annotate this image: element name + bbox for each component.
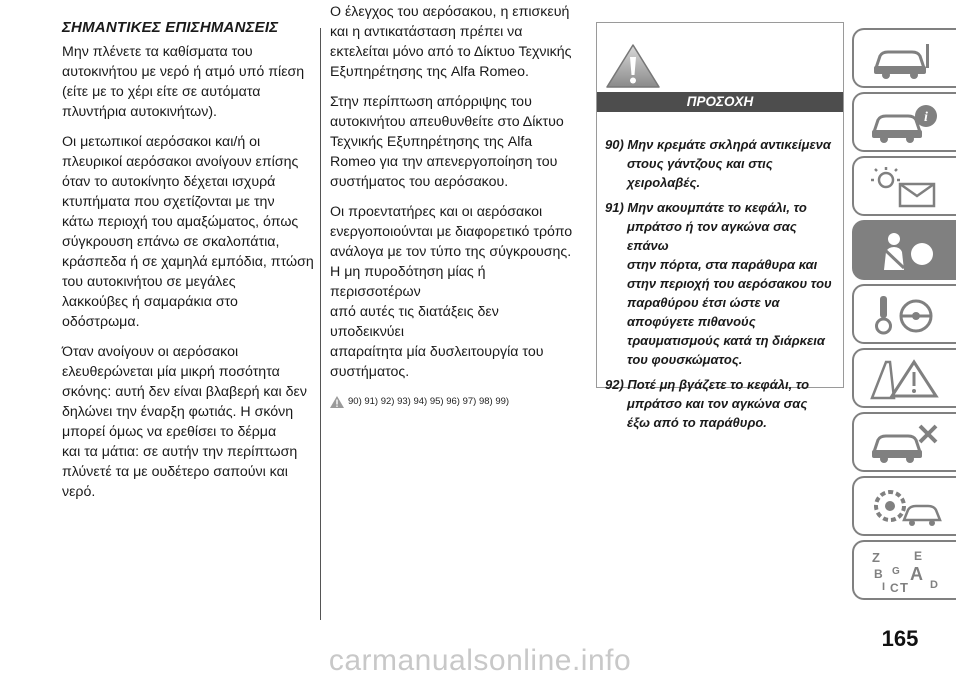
- watermark: carmanualsonline.info: [328, 644, 632, 677]
- car-info-circle-icon: [870, 102, 942, 144]
- tab-seatbelt-airbag[interactable]: [852, 220, 956, 280]
- warning-triangle-icon: [605, 43, 661, 89]
- svg-text:i: i: [924, 110, 928, 125]
- page-heading: ΣΗΜΑΝΤΙΚΕΣ ΕΠΙΣΗΜΑΝΣΕΙΣ: [62, 19, 279, 36]
- paragraph: Όταν ανοίγουν οι αερόσακοι ελευθερώνεται μία μικρή ποσότητα σκόνης: αυτή δεν είναι βλαβερή και δεν δηλώνει την έναρξη φωτιάς. Η σκόνη μπορεί όμως να ερεθίσει το δέρμα και τα μάτια: σε αυτήν την περίπτωση πλύνετέ τα με ουδέτερο σαπούνι και νερό.: [62, 344, 307, 500]
- paragraph: Οι προεντατήρες και οι αερόσακοι ενεργοποιούνται με διαφορετικό τρόπο ανάλογα με τον τύπο της σύγκρουσης. Η μη πυροδότηση μίας ή περισσοτέρων από αυτές τις διατάξεις δεν υποδεικνύει απαραίτητα μία δυσλειτουργία του συστήματος.: [330, 204, 573, 380]
- warning-item: 91) Μην ακουμπάτε το κεφάλι, το μπράτσο ή τον αγκώνα σας επάνω στην πόρτα, στα παράθυρα και στην περιοχή του αερόσακου του παραθύρου έτσι ώστε να αποφύγετε πιθανούς τραυματισμούς κατά τη διάρκεια του φουσκώματος.: [605, 200, 832, 367]
- key-steering-icon: [870, 294, 942, 336]
- warning-item: 92) Ποτέ μη βγάζετε το κεφάλι, το μπράτσο και τον αγκώνα σας έξω από το παράθυρο.: [605, 377, 810, 430]
- tab-road-emergency[interactable]: [852, 348, 956, 408]
- specs-car-icon: [870, 486, 942, 528]
- svg-text:G: G: [892, 566, 900, 577]
- warning-list: [605, 135, 841, 438]
- svg-text:E: E: [914, 550, 923, 563]
- svg-text:A: A: [910, 564, 923, 584]
- car-tools-icon: [870, 422, 942, 464]
- svg-text:T: T: [900, 580, 908, 592]
- small-warning-icon: [330, 396, 344, 408]
- left-column: [62, 42, 314, 512]
- tab-key-steering[interactable]: [852, 284, 956, 344]
- column-divider: [320, 28, 321, 620]
- svg-text:B: B: [874, 567, 883, 581]
- tab-car-info[interactable]: [852, 28, 956, 88]
- svg-text:C: C: [890, 581, 899, 592]
- tab-alphabet-index[interactable]: [852, 540, 956, 600]
- tab-warning-lights[interactable]: [852, 156, 956, 216]
- svg-text:D: D: [930, 579, 938, 591]
- paragraph: Στην περίπτωση απόρριψης του αυτοκινήτου απευθυνθείτε στο Δίκτυο Τεχνικής Εξυπηρέτησης της Alfa Romeo για την απενεργοποίηση του συστήματος του αερόσακου.: [330, 94, 564, 190]
- svg-text:I: I: [882, 581, 886, 592]
- warning-box: [596, 22, 844, 430]
- warning-references: [330, 392, 576, 412]
- warning-item: 90) Μην κρεμάτε σκληρά αντικείμενα στους γάντζους και στις χειρολαβές.: [605, 137, 831, 190]
- page-number: 165: [881, 626, 919, 651]
- warning-lights-icon: [870, 166, 942, 208]
- reference-numbers: 90) 91) 92) 93) 94) 95) 96) 97) 98) 99): [348, 396, 510, 407]
- svg-text:Z: Z: [872, 550, 880, 565]
- road-emergency-icon: [870, 358, 942, 400]
- paragraph: Ο έλεγχος του αερόσακου, η επισκευή και η αντικατάσταση πρέπει να εκτελείται μόνο από το Δίκτυο Τεχνικής Εξυπηρέτησης της Alfa Romeo.: [330, 4, 572, 80]
- seatbelt-airbag-icon: [870, 230, 942, 272]
- paragraph: Μην πλένετε τα καθίσματα του αυτοκινήτου με νερό ή ατμό υπό πίεση (είτε με το χέρι είτε σε αυτόματα πλυντήρια αυτοκινήτων).: [62, 44, 305, 120]
- middle-column: [330, 2, 576, 412]
- tab-car-info-circle[interactable]: [852, 92, 956, 152]
- tab-car-tools[interactable]: [852, 412, 956, 472]
- tab-specs-car[interactable]: [852, 476, 956, 536]
- car-info-icon: [870, 38, 942, 80]
- warning-title: ΠΡΟΣΟΧΗ: [597, 92, 843, 112]
- alphabet-index-icon: [870, 550, 942, 592]
- paragraph: Οι μετωπικοί αερόσακοι και/ή οι πλευρικοί αερόσακοι ανοίγουν επίσης όταν το αυτοκίνητο δέχεται ισχυρά κτυπήματα που σχετίζονται με την κάτω περιοχή του αμαξώματος, όπως σύγκρουση επάνω σε σκαλοπάτια, κράσπεδα ή σε χαμηλά εμπόδια, πτώση του αυτοκινήτου σε μεγάλες λακκούβες ή σαμαράκια στο οδόστρωμα.: [62, 134, 314, 330]
